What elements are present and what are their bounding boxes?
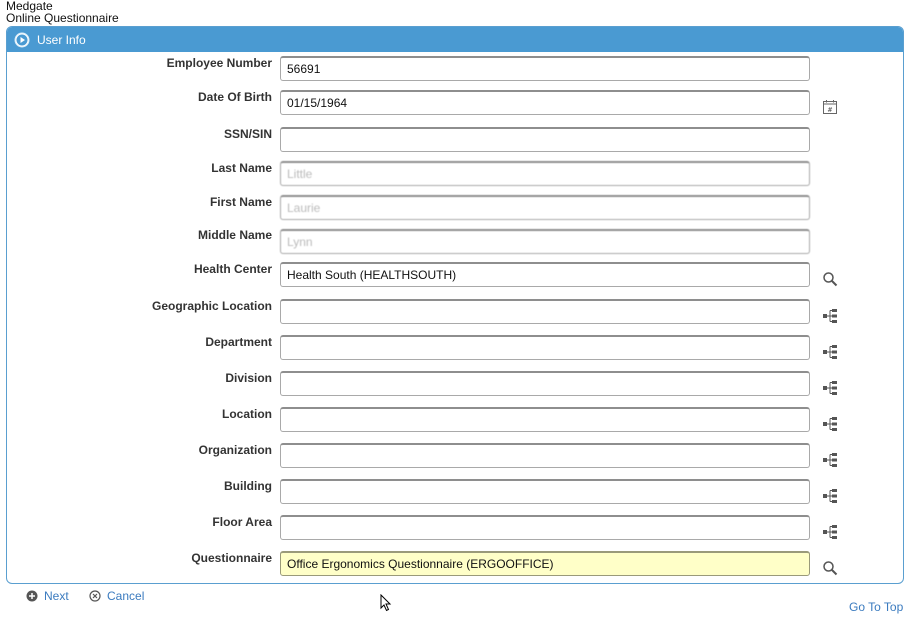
play-circle-icon[interactable] (14, 32, 30, 48)
building-field[interactable] (280, 479, 810, 504)
cancel-button[interactable] (89, 589, 144, 603)
health-center-label: Health Center (193, 262, 272, 276)
first-name-field[interactable] (280, 195, 810, 220)
hierarchy-icon[interactable] (822, 380, 838, 396)
date-of-birth-field[interactable] (280, 90, 810, 115)
floor-area-label: Floor Area (212, 515, 272, 529)
page-subtitle: Online Questionnaire (6, 11, 119, 25)
department-label: Department (205, 335, 272, 349)
geographic-location-label: Geographic Location (151, 299, 272, 313)
floor-area-field[interactable] (280, 515, 810, 540)
location-field[interactable] (280, 407, 810, 432)
hierarchy-icon[interactable] (822, 524, 838, 540)
app-name: Medgate (6, 0, 53, 13)
division-label: Division (225, 371, 272, 385)
organization-field[interactable] (280, 443, 810, 468)
building-label: Building (224, 479, 272, 493)
search-icon[interactable] (822, 560, 838, 576)
panel-title: User Info (37, 32, 86, 47)
next-button[interactable] (26, 589, 69, 603)
first-name-label: First Name (209, 195, 272, 209)
calendar-icon[interactable] (822, 99, 838, 115)
panel-header[interactable] (7, 27, 903, 52)
search-icon[interactable] (822, 271, 838, 287)
division-field[interactable] (280, 371, 810, 396)
go-to-top-link[interactable]: Go To Top (849, 600, 904, 614)
organization-label: Organization (198, 443, 272, 457)
cancel-label: Cancel (107, 589, 145, 603)
last-name-label: Last Name (211, 161, 272, 175)
geographic-location-field[interactable] (280, 299, 810, 324)
middle-name-field[interactable] (280, 229, 810, 254)
employee-number-field[interactable] (280, 56, 810, 81)
hierarchy-icon[interactable] (822, 488, 838, 504)
hierarchy-icon[interactable] (822, 344, 838, 360)
mouse-cursor-icon (380, 594, 392, 612)
svg-text:#: # (827, 106, 833, 114)
date-of-birth-label: Date Of Birth (197, 90, 272, 104)
department-field[interactable] (280, 335, 810, 360)
questionnaire-field[interactable] (280, 551, 810, 576)
middle-name-label: Middle Name (197, 228, 272, 242)
ssn-sin-label: SSN/SIN (223, 127, 272, 141)
hierarchy-icon[interactable] (822, 452, 838, 468)
location-label: Location (222, 407, 272, 421)
hierarchy-icon[interactable] (822, 308, 838, 324)
questionnaire-label: Questionnaire (191, 551, 272, 565)
cancel-circle-icon (89, 590, 101, 602)
health-center-field[interactable] (280, 262, 810, 287)
plus-circle-icon (26, 590, 38, 602)
hierarchy-icon[interactable] (822, 416, 838, 432)
ssn-sin-field[interactable] (280, 127, 810, 152)
employee-number-label: Employee Number (166, 56, 272, 70)
last-name-field[interactable] (280, 161, 810, 186)
next-label: Next (44, 589, 69, 603)
